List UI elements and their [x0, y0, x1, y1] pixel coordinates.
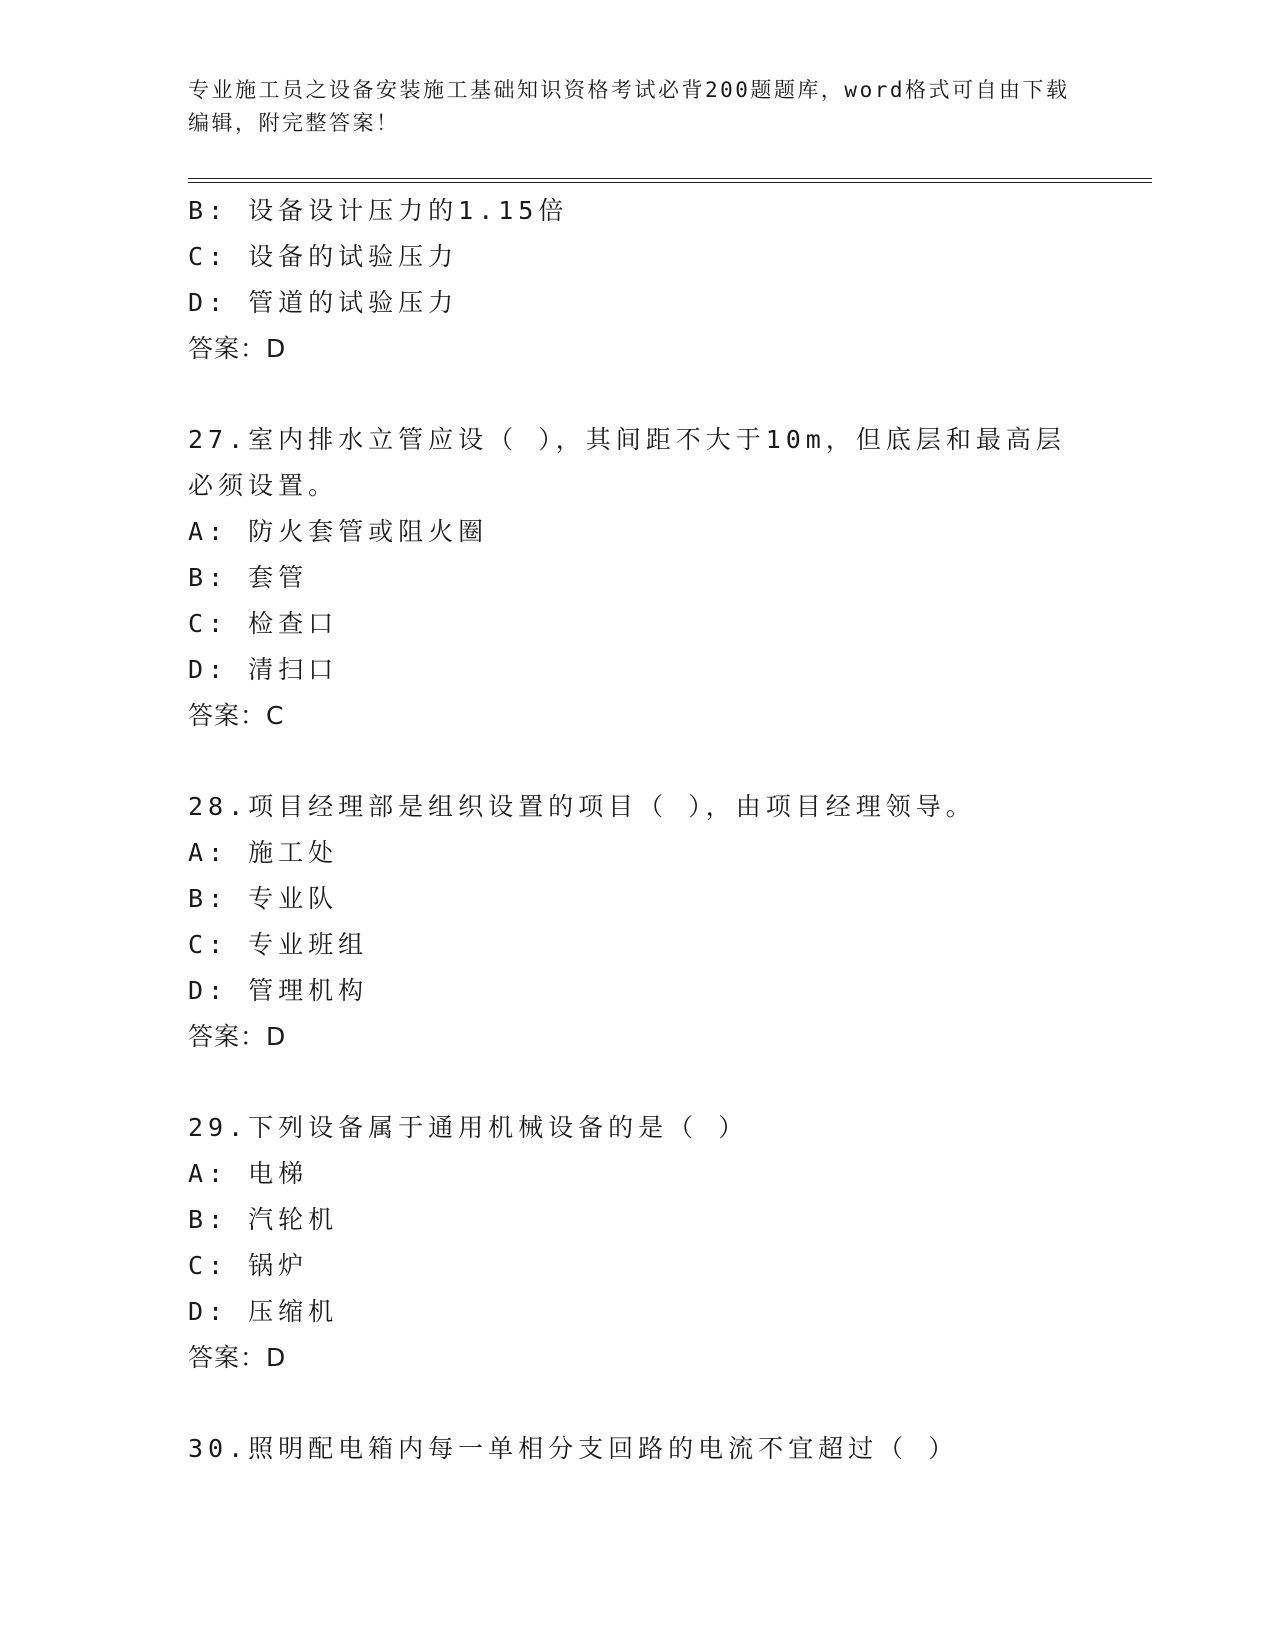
- option-a: A: 电梯: [188, 1159, 309, 1188]
- option-d: D: 管理机构: [188, 976, 369, 1005]
- option-a: A: 防火套管或阻火圈: [188, 517, 489, 546]
- option-d: D: 压缩机: [188, 1297, 339, 1326]
- document-body: [188, 188, 1088, 1472]
- question-26-continued: [188, 188, 1088, 372]
- question-stem: 28.项目经理部是组织设置的项目（ ），由项目经理领导。: [188, 792, 976, 821]
- spacer: [188, 1381, 1088, 1426]
- option-c: C: 专业班组: [188, 930, 369, 959]
- question-30: [188, 1426, 1088, 1472]
- option-b: B: 设备设计压力的1.15倍: [188, 196, 569, 225]
- header-rule-top: [188, 178, 1152, 179]
- question-stem: 27.室内排水立管应设（ ），其间距不大于10m，但底层和最高层必须设置。: [188, 425, 1066, 500]
- question-stem: 29.下列设备属于通用机械设备的是（ ）: [188, 1113, 749, 1142]
- spacer: [188, 739, 1088, 784]
- question-29: [188, 1105, 1088, 1381]
- option-a: A: 施工处: [188, 838, 339, 867]
- option-b: B: 汽轮机: [188, 1205, 339, 1234]
- answer: 答案：C: [188, 701, 285, 730]
- answer: 答案：D: [188, 1022, 287, 1051]
- option-c: C: 锅炉: [188, 1251, 309, 1280]
- spacer: [188, 372, 1088, 417]
- spacer: [188, 1060, 1088, 1105]
- document-header: 专业施工员之设备安装施工基础知识资格考试必背200题题库，word格式可自由下载编辑，附完整答案！: [188, 78, 1070, 135]
- question-stem: 30.照明配电箱内每一单相分支回路的电流不宜超过（ ）: [188, 1434, 959, 1463]
- option-b: B: 套管: [188, 563, 309, 592]
- option-d: D: 清扫口: [188, 655, 339, 684]
- option-c: C: 检查口: [188, 609, 339, 638]
- header-rule-bottom: [188, 182, 1152, 183]
- answer: 答案：D: [188, 1343, 287, 1372]
- question-27: [188, 417, 1088, 739]
- answer: 答案：D: [188, 334, 287, 363]
- question-28: [188, 784, 1088, 1060]
- option-b: B: 专业队: [188, 884, 339, 913]
- option-d: D: 管道的试验压力: [188, 288, 459, 317]
- option-c: C: 设备的试验压力: [188, 242, 459, 271]
